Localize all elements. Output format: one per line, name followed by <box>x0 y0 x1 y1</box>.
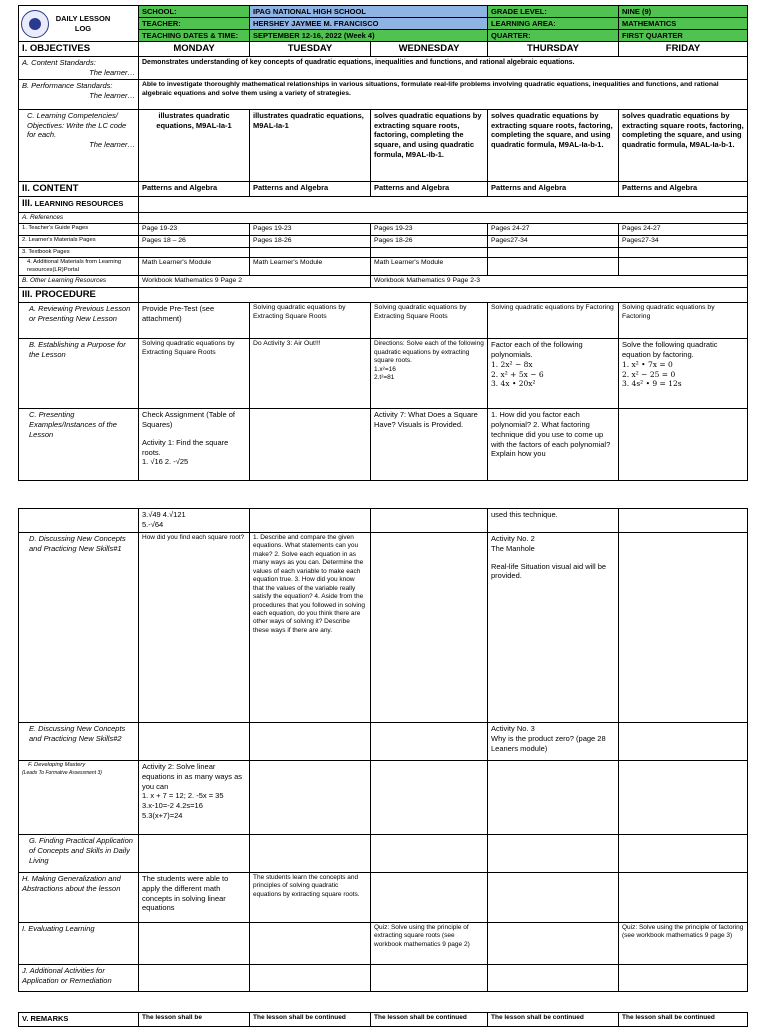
resources-heading-filler <box>139 197 748 212</box>
remarks-wednesday: The lesson shall be continued <box>371 1013 488 1027</box>
day-monday: MONDAY <box>139 42 250 57</box>
examples-wednesday: Activity 7: What Does a Square Have? Visuals is Provided. <box>371 409 488 481</box>
mastery-thursday <box>488 761 619 835</box>
deped-seal-logo <box>21 10 49 38</box>
discuss1-tuesday: 1. Describe and compare the given equations. What statements can you make? 2. Solve each equation in as many ways as you can. Determine the values of each variable to make each equation true. 3. How did you know that the values of the variable really satisfy the equation? 4. Aside from the procedures that you followed in solving each equation, do you think there are other ways of solving it? Describe these ways if there are any. <box>250 533 371 723</box>
day-wednesday: WEDNESDAY <box>371 42 488 57</box>
dates-value: SEPTEMBER 12-16, 2022 (Week 4) <box>250 30 488 42</box>
lesson-log-table-page-3 <box>18 1012 748 1027</box>
other-resources-mon-tue: Workbook Mathematics 9 Page 2 <box>139 276 371 288</box>
school-value: IPAG NATIONAL HIGH SCHOOL <box>250 6 488 18</box>
review-tuesday: Solving quadratic equations by Extracting Square Roots <box>250 303 371 339</box>
application-wednesday <box>371 835 488 873</box>
competency-thursday: solves quadratic equations by extracting square roots, factoring, completing the square, and using quadratic formula, M9AL-Ia-b-1. <box>488 109 619 181</box>
discussing-concepts-1-label: D. Discussing New Concepts and Practicing New Skills#1 <box>19 533 139 723</box>
generalization-monday: The students were able to apply the different math concepts in solving linear equations <box>139 873 250 923</box>
review-thursday: Solving quadratic equations by Factoring <box>488 303 619 339</box>
performance-standards-label: B. Performance Standards: The learner… <box>19 79 139 109</box>
teacher-value: HERSHEY JAYMEE M. FRANCISCO <box>250 18 488 30</box>
objectives-heading: I. OBJECTIVES <box>19 42 139 57</box>
purpose-friday: Solve the following quadratic equation by factoring. 1. x² • 7x = 0 2. x² − 25 = 0 3. 4s² • 9 = 12s <box>619 339 748 409</box>
mastery-wednesday <box>371 761 488 835</box>
purpose-monday: Solving quadratic equations by Extracting Square Roots <box>139 339 250 409</box>
am-thursday <box>488 258 619 276</box>
continued-label-cell <box>19 509 139 533</box>
header-logo-title-cell <box>19 6 139 42</box>
examples-thursday: 1. How did you factor each polynomial? 2. What factoring technique did you use to come up with the factors of each polynomial? Explain how you <box>488 409 619 481</box>
discuss2-tuesday <box>250 723 371 761</box>
day-friday: FRIDAY <box>619 42 748 57</box>
lm-friday: Pages27-34 <box>619 235 748 247</box>
learners-materials-label: 2. Learner's Materials Pages <box>19 235 139 247</box>
discuss2-friday <box>619 723 748 761</box>
purpose-tuesday: Do Activity 3: Air Out!!! <box>250 339 371 409</box>
tg-wednesday: Pages 19-23 <box>371 223 488 235</box>
log-title: DAILY LESSON LOG <box>55 13 111 33</box>
competency-friday: solves quadratic equations by extracting square roots, factoring, completing the square, and using quadratic formula, M9AL-Ia-b-1. <box>619 109 748 181</box>
additional-activities-label: J. Additional Activities for Application or Remediation <box>19 965 139 992</box>
day-tuesday: TUESDAY <box>250 42 371 57</box>
generalization-thursday <box>488 873 619 923</box>
examples-cont-wednesday <box>371 509 488 533</box>
establishing-purpose-label: B. Establishing a Purpose for the Lesson <box>19 339 139 409</box>
quarter-value: FIRST QUARTER <box>619 30 748 42</box>
tg-friday: Pages 24-27 <box>619 223 748 235</box>
generalization-label: H. Making Generalization and Abstractions about the lesson <box>19 873 139 923</box>
tb-tuesday <box>250 247 371 258</box>
lesson-log-table-page-1 <box>18 5 748 481</box>
procedure-heading-filler <box>139 288 748 303</box>
remarks-monday: The lesson shall be <box>139 1013 250 1027</box>
am-tuesday: Math Learner's Module <box>250 258 371 276</box>
application-thursday <box>488 835 619 873</box>
tb-monday <box>139 247 250 258</box>
remarks-thursday: The lesson shall be continued <box>488 1013 619 1027</box>
mastery-monday: Activity 2: Solve linear equations in as many ways as you can 1. x + 7 = 12; 2. -5x = 35 3.x-10=-2 4.2s=16 5.3(x+7)=24 <box>139 761 250 835</box>
resources-heading: III. LEARNING RESOURCES <box>19 197 139 212</box>
learning-competencies-label: C. Learning Competencies/ Objectives: Write the LC code for each. The learner… <box>19 109 139 181</box>
examples-cont-thursday: used this technique. <box>488 509 619 533</box>
am-monday: Math Learner's Module <box>139 258 250 276</box>
discuss1-wednesday <box>371 533 488 723</box>
lm-thursday: Pages27-34 <box>488 235 619 247</box>
performance-standards-text: Able to investigate thoroughly mathematical relationships in various situations, formulate real-life problems involving quadratic equations, inequalities and functions, and rational algebraic equations and solve them using a variety of strategies. <box>139 79 748 109</box>
grade-label: GRADE LEVEL: <box>488 6 619 18</box>
tg-thursday: Pages 24-27 <box>488 223 619 235</box>
additional-wednesday <box>371 965 488 992</box>
school-label: SCHOOL: <box>139 6 250 18</box>
evaluating-thursday <box>488 923 619 965</box>
area-value: MATHEMATICS <box>619 18 748 30</box>
review-friday: Solving quadratic equations by Factoring <box>619 303 748 339</box>
discussing-concepts-2-label: E. Discussing New Concepts and Practicing New Skills#2 <box>19 723 139 761</box>
tg-monday: Page 19-23 <box>139 223 250 235</box>
application-friday <box>619 835 748 873</box>
remarks-friday: The lesson shall be continued <box>619 1013 748 1027</box>
content-thursday: Patterns and Algebra <box>488 181 619 196</box>
review-monday: Provide Pre-Test (see attachment) <box>139 303 250 339</box>
am-friday <box>619 258 748 276</box>
tb-friday <box>619 247 748 258</box>
additional-friday <box>619 965 748 992</box>
content-heading: II. CONTENT <box>19 181 139 196</box>
practical-application-label: G. Finding Practical Application of Concepts and Skills in Daily Living <box>19 835 139 873</box>
competency-monday: illustrates quadratic equations, M9AL-Ia-1 <box>139 109 250 181</box>
discuss1-monday: How did you find each square root? <box>139 533 250 723</box>
textbook-pages-label: 3. Textbook Pages <box>19 247 139 258</box>
lm-monday: Pages 18 – 26 <box>139 235 250 247</box>
generalization-friday <box>619 873 748 923</box>
examples-friday <box>619 409 748 481</box>
content-tuesday: Patterns and Algebra <box>250 181 371 196</box>
content-wednesday: Patterns and Algebra <box>371 181 488 196</box>
competency-tuesday: illustrates quadratic equations, M9AL-Ia-1 <box>250 109 371 181</box>
evaluating-monday <box>139 923 250 965</box>
lm-tuesday: Pages 18-26 <box>250 235 371 247</box>
examples-cont-monday: 3.√49 4.√121 5.-√64 <box>139 509 250 533</box>
grade-value: NINE (9) <box>619 6 748 18</box>
additional-tuesday <box>250 965 371 992</box>
tg-tuesday: Pages 19-23 <box>250 223 371 235</box>
discuss2-thursday: Activity No. 3 Why is the product zero? (page 28 Leaners module) <box>488 723 619 761</box>
day-thursday: THURSDAY <box>488 42 619 57</box>
other-resources-label: B. Other Learning Resources <box>19 276 139 288</box>
content-standards-text: Demonstrates understanding of key concepts of quadratic equations, inequalities and functions, and rational algebraic equations. <box>139 57 748 80</box>
evaluating-learning-label: I. Evaluating Learning <box>19 923 139 965</box>
evaluating-tuesday <box>250 923 371 965</box>
examples-tuesday <box>250 409 371 481</box>
purpose-wednesday: Directions: Solve each of the following quadratic equations by extracting square roots. 1.x²=16 2.t²=81 <box>371 339 488 409</box>
mastery-friday <box>619 761 748 835</box>
presenting-examples-label: C. Presenting Examples/Instances of the Lesson <box>19 409 139 481</box>
remarks-tuesday: The lesson shall be continued <box>250 1013 371 1027</box>
additional-thursday <box>488 965 619 992</box>
quarter-label: QUARTER: <box>488 30 619 42</box>
references-filler <box>139 212 748 223</box>
generalization-wednesday <box>371 873 488 923</box>
lm-wednesday: Pages 18-26 <box>371 235 488 247</box>
area-label: LEARNING AREA: <box>488 18 619 30</box>
teacher-label: TEACHER: <box>139 18 250 30</box>
am-wednesday: Math Learner's Module <box>371 258 488 276</box>
examples-cont-friday <box>619 509 748 533</box>
references-label: A. References <box>19 212 139 223</box>
content-friday: Patterns and Algebra <box>619 181 748 196</box>
teachers-guide-label: 1. Teacher's Guide Pages <box>19 223 139 235</box>
purpose-thursday: Factor each of the following polynomials. 1. 2x² − 8x 2. x² + 5x − 6 3. 4x • 20x² <box>488 339 619 409</box>
additional-monday <box>139 965 250 992</box>
mastery-tuesday <box>250 761 371 835</box>
content-standards-label: A. Content Standards: The learner… <box>19 57 139 80</box>
additional-materials-label: 4. Additional Materials from Learning resources(LR)Portal <box>19 258 139 276</box>
discuss2-wednesday <box>371 723 488 761</box>
examples-cont-tuesday <box>250 509 371 533</box>
lesson-log-table-page-2 <box>18 508 748 992</box>
discuss2-monday <box>139 723 250 761</box>
other-resources-wed-fri: Workbook Mathematics 9 Page 2-3 <box>371 276 748 288</box>
tb-thursday <box>488 247 619 258</box>
tb-wednesday <box>371 247 488 258</box>
review-wednesday: Solving quadratic equations by Extracting Square Roots <box>371 303 488 339</box>
generalization-tuesday: The students learn the concepts and principles of solving quadratic equations by extracting square roots. <box>250 873 371 923</box>
discuss1-thursday: Activity No. 2 The Manhole Real-life Situation visual aid will be provided. <box>488 533 619 723</box>
procedure-heading: III. PROCEDURE <box>19 288 139 303</box>
competency-wednesday: solves quadratic equations by extracting square roots, factoring, completing the square, and using quadratic formula, M9AL-Ib-1. <box>371 109 488 181</box>
examples-monday: Check Assignment (Table of Squares) Activity 1: Find the square roots. 1. √16 2. -√25 <box>139 409 250 481</box>
developing-mastery-label: F. Developing Mastery (Leads To Formative Assessment 3) <box>19 761 139 835</box>
content-monday: Patterns and Algebra <box>139 181 250 196</box>
application-monday <box>139 835 250 873</box>
remarks-heading: V. REMARKS <box>19 1013 139 1027</box>
discuss1-friday <box>619 533 748 723</box>
evaluating-wednesday: Quiz: Solve using the principle of extracting square roots (see workbook mathematics 9 page 2) <box>371 923 488 965</box>
reviewing-lesson-label: A. Reviewing Previous Lesson or Presenting New Lesson <box>19 303 139 339</box>
application-tuesday <box>250 835 371 873</box>
dates-label: TEACHING DATES & TIME: <box>139 30 250 42</box>
evaluating-friday: Quiz: Solve using the principle of factoring (see workbook mathematics 9 page 3) <box>619 923 748 965</box>
